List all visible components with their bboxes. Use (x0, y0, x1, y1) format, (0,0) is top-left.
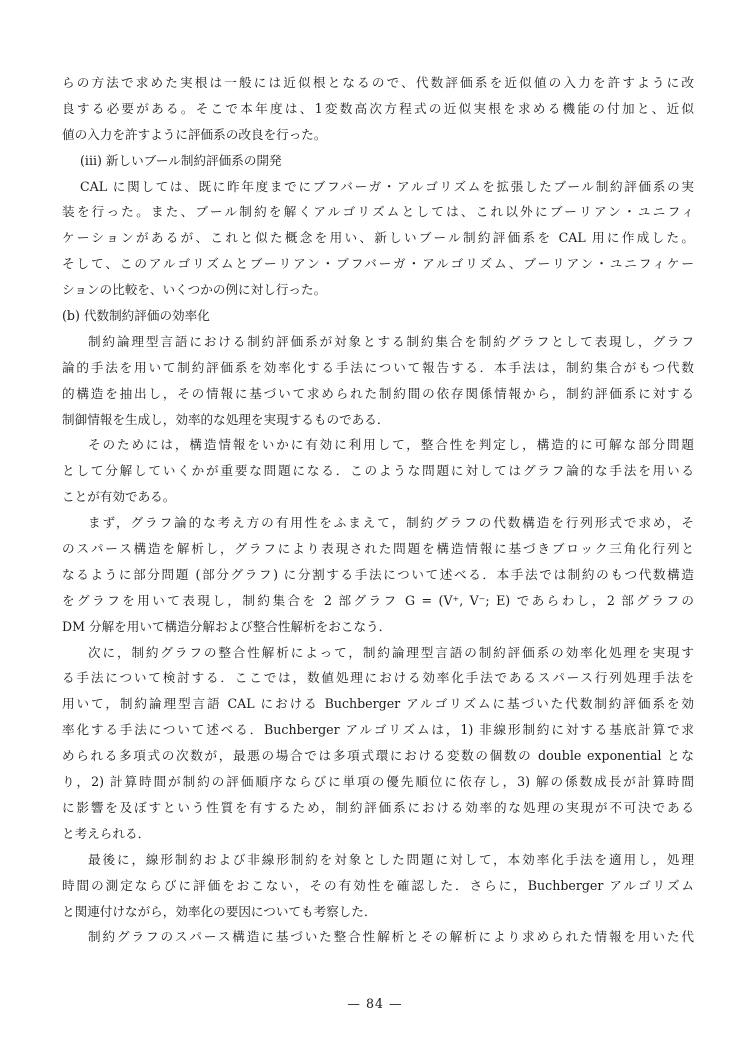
paragraph-line: らの方法で求めた実根は一般には近似根となるので、代数評価系を近似値の入力を許すように改 (62, 75, 694, 90)
paragraph-line: をグラフを用いて表現し，制約集合を 2 部グラフ G = (V⁺, V⁻; E) であらわし，2 部グラフの (62, 592, 694, 608)
paragraph-line: のスパース構造を解析し，グラフにより表現された問題を構造情報に基づきブロック三角化行列と (62, 541, 694, 557)
paragraph-line: DM 分解を用いて構造分解および整合性解析をおこなう． (62, 618, 392, 634)
paragraph-line: CAL に関しては、既に昨年度までにブフバーガ・アルゴリズムを拡張したブール制約評価系の実 (80, 178, 694, 194)
paragraph-line: ことが有効である。 (62, 489, 176, 505)
paragraph-line: る手法について検討する．ここでは，数値処理における効率化手法であるスパース行列処理手法を (62, 670, 694, 686)
paragraph-line: そのためには，構造情報をいかに有効に利用して，整合性を判定し，構造的に可解な部分問題 (88, 437, 694, 453)
paragraph-line: と関連付けながら，効率化の要因についても考察した． (62, 903, 377, 919)
paragraph-line: として分解していくかが重要な問題になる．このような問題に対してはグラフ論的な手法を用いる (62, 463, 694, 479)
paragraph-line: 良する必要がある。そこで本年度は、1変数高次方程式の近似実根を求める機能の付加と、近似 (62, 100, 694, 116)
paragraph-line: 的構造を抽出し，その情報に基づいて求められた制約間の依存関係情報から，制約評価系に対する (62, 385, 694, 401)
paragraph-line: められる多項式の次数が，最悪の場合では多項式環における変数の個数の double exponential とな (62, 748, 694, 764)
paragraph-line: 率化する手法について述べる．Buchberger アルゴリズムは，1) 非線形制約に対する基底計算で求 (62, 722, 694, 738)
paragraph-line: り，2) 計算時間が制約の評価順序ならびに単項の優先順位に依存し，3) 解の係数成長が計算時間 (62, 774, 694, 790)
paragraph-line: ションの比較を、いくつかの例に対し行った。 (62, 282, 327, 298)
paragraph-line: ケーションがあるが、これと似た概念を用い、新しいブール制約評価系を CAL 用に作成した。 (62, 230, 694, 246)
paragraph-line: そして、このアルゴリズムとブーリアン・ブフバーガ・アルゴリズム、ブーリアン・ユニフィケー (62, 256, 694, 272)
paragraph-line: 制御情報を生成し，効率的な処理を実現するものである． (62, 411, 390, 427)
section-heading: (b) 代数制約評価の効率化 (62, 308, 210, 324)
paragraph-line: 次に，制約グラフの整合性解析によって，制約論理型言語の制約評価系の効率化処理を実現す (88, 644, 694, 660)
paragraph-line: まず，グラフ論的な考え方の有用性をふまえて，制約グラフの代数構造を行列形式で求め，そ (88, 515, 694, 531)
paragraph-line: 用いて，制約論理型言語 CAL における Buchberger アルゴリズムに基づいた代数制約評価系を効 (62, 696, 694, 712)
paragraph-line: 制約論理型言語における制約評価系が対象とする制約集合を制約グラフとして表現し，グラフ (88, 333, 694, 349)
paragraph-line: と考えられる． (62, 825, 151, 841)
paragraph-line: に影響を及ぼすという性質を有するため，制約評価系における効率的な処理の実現が不可決である (62, 799, 694, 815)
paragraph-line: 装を行った。また、ブール制約を解くアルゴリズムとしては、これ以外にブーリアン・ユニフィ (62, 204, 694, 220)
paragraph-line: 最後に，線形制約および非線形制約を対象とした問題に対して，本効率化手法を適用し，処理 (88, 851, 694, 867)
subsection-heading: (iii) 新しいブール制約評価系の開発 (80, 152, 282, 168)
paragraph-line: 時間の測定ならびに評価をおこない，その有効性を確認した．さらに，Buchberger アルゴリズム (62, 877, 694, 893)
paragraph-line: なるように部分問題 (部分グラフ) に分割する手法について述べる．本手法では制約のもつ代数構造 (62, 566, 694, 582)
paragraph-line: 論的手法を用いて制約評価系を効率化する手法について報告する．本手法は，制約集合がもつ代数 (62, 359, 694, 375)
paragraph-line: 値の入力を許すように評価系の改良を行った。 (62, 126, 327, 142)
page-number: — 84 — (347, 996, 403, 1011)
paragraph-line: 制約グラフのスパース構造に基づいた整合性解析とその解析により求められた情報を用いた代 (88, 929, 694, 945)
body-text (62, 70, 694, 950)
